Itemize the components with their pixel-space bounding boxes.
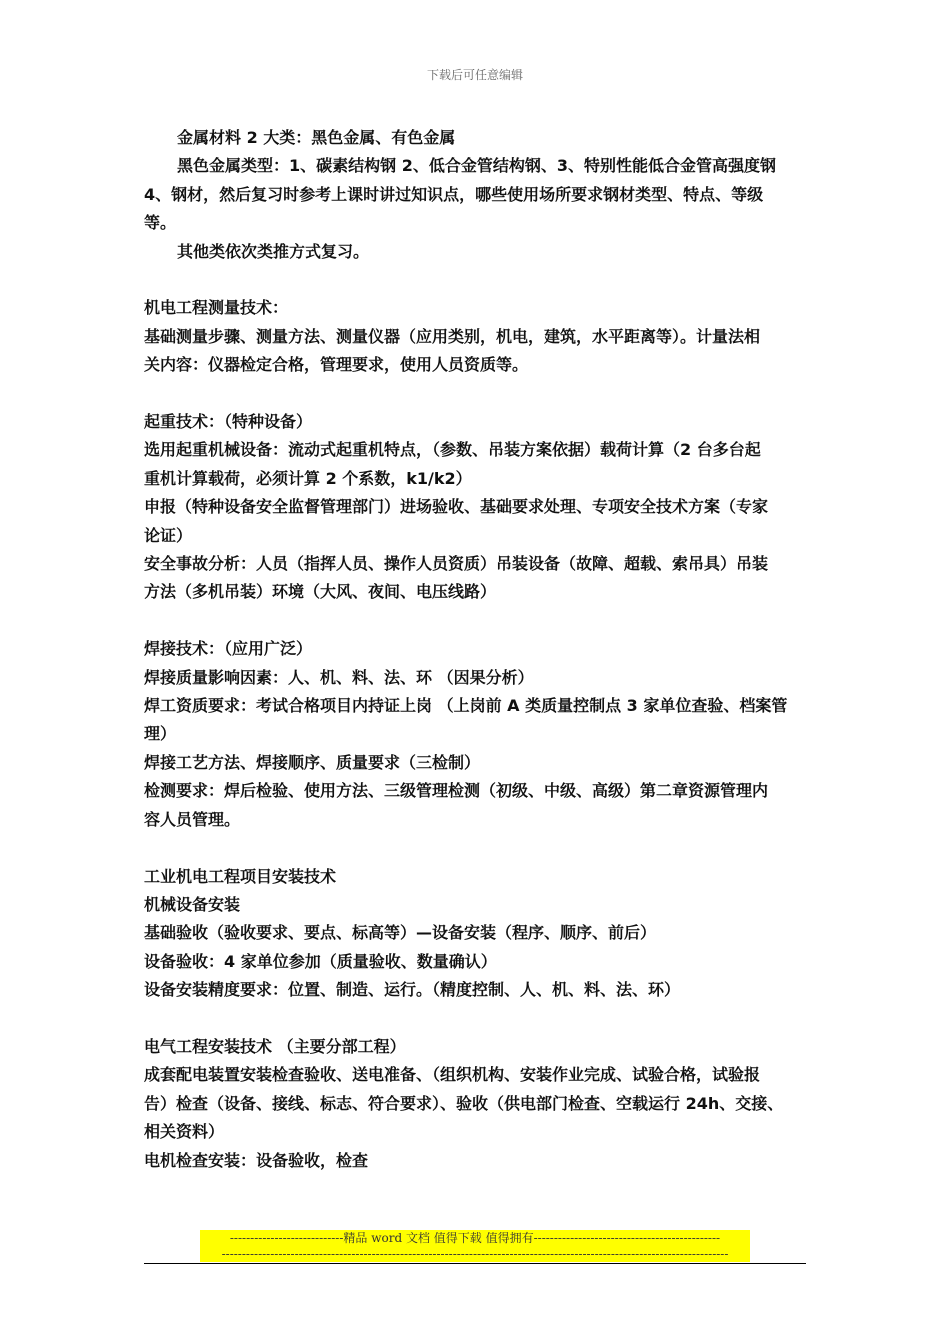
subsection-title: 机械设备安装 [144, 894, 241, 914]
document-body [144, 124, 818, 1175]
paragraph: 容人员管理。 [144, 809, 241, 829]
paragraph: 告）检查（设备、接线、标志、符合要求）、验收（供电部门检查、空载运行 24h、交接、 [144, 1093, 784, 1113]
paragraph: 基础验收（验收要求、要点、标高等）—设备安装（程序、顺序、前后） [144, 923, 657, 943]
paragraph: 理） [144, 724, 177, 744]
footer-divider [144, 1263, 806, 1264]
paragraph: 等。 [144, 213, 177, 233]
paragraph: 论证） [144, 525, 193, 545]
paragraph: 安全事故分析：人员（指挥人员、操作人员资质）吊装设备（故障、超载、索吊具）吊装 [144, 554, 769, 574]
paragraph: 设备安装精度要求：位置、制造、运行。（精度控制、人、机、料、法、环） [144, 980, 681, 1000]
paragraph: 基础测量步骤、测量方法、测量仪器（应用类别，机电，建筑，水平距离等）。计量法相 [144, 326, 761, 346]
paragraph: 其他类依次类推方式复习。 [177, 241, 370, 261]
paragraph: 电机检查安装：设备验收，检查 [144, 1150, 369, 1170]
footer-banner-line: ----------------------------精品 word 文档 值得下载 值得拥有---------------------------------------------- [229, 1231, 721, 1245]
paragraph: 相关资料） [144, 1122, 225, 1142]
section-title: 工业机电工程项目安装技术 [144, 866, 337, 886]
page-header: 下载后可任意编辑 [426, 68, 523, 82]
section-title: 电气工程安装技术 （主要分部工程） [144, 1036, 406, 1056]
section-title: 起重技术：（特种设备） [144, 412, 313, 432]
footer-banner-line: ----------------------------------------------------------------------------------------------------------------------------- [221, 1247, 729, 1261]
paragraph: 黑色金属类型：1、碳素结构钢 2、低合金管结构钢、3、特别性能低合金管高强度钢 [177, 156, 776, 176]
paragraph: 申报（特种设备安全监督管理部门）进场验收、基础要求处理、专项安全技术方案（专家 [144, 497, 769, 517]
paragraph: 选用起重机械设备：流动式起重机特点，（参数、吊装方案依据）载荷计算（2 台多台起 [144, 440, 761, 460]
section-title: 机电工程测量技术： [144, 298, 289, 318]
paragraph: 设备验收：4 家单位参加（质量验收、数量确认） [144, 951, 497, 971]
paragraph: 方法（多机吊装）环境（大风、夜间、电压线路） [144, 582, 497, 602]
footer-banner [200, 1230, 750, 1262]
paragraph: 关内容：仪器检定合格，管理要求，使用人员资质等。 [144, 355, 529, 375]
paragraph: 金属材料 2 大类：黑色金属、有色金属 [177, 128, 456, 147]
paragraph: 4、钢材，然后复习时参考上课时讲过知识点，哪些使用场所要求钢材类型、特点、等级 [144, 184, 764, 204]
paragraph: 焊接质量影响因素：人、机、料、法、环 （因果分析） [144, 667, 534, 687]
paragraph: 焊工资质要求：考试合格项目内持证上岗 （上岗前 A 类质量控制点 3 家单位查验、档案管 [144, 696, 788, 716]
section-title: 焊接技术：（应用广泛） [144, 639, 313, 659]
paragraph: 成套配电装置安装检查验收、送电准备、（组织机构、安装作业完成、试验合格，试验报 [144, 1065, 761, 1085]
paragraph: 检测要求：焊后检验、使用方法、三级管理检测（初级、中级、高级）第二章资源管理内 [144, 781, 769, 801]
paragraph: 焊接工艺方法、焊接顺序、质量要求（三检制） [144, 752, 481, 772]
paragraph: 重机计算载荷，必须计算 2 个系数，k1/k2） [144, 468, 472, 488]
